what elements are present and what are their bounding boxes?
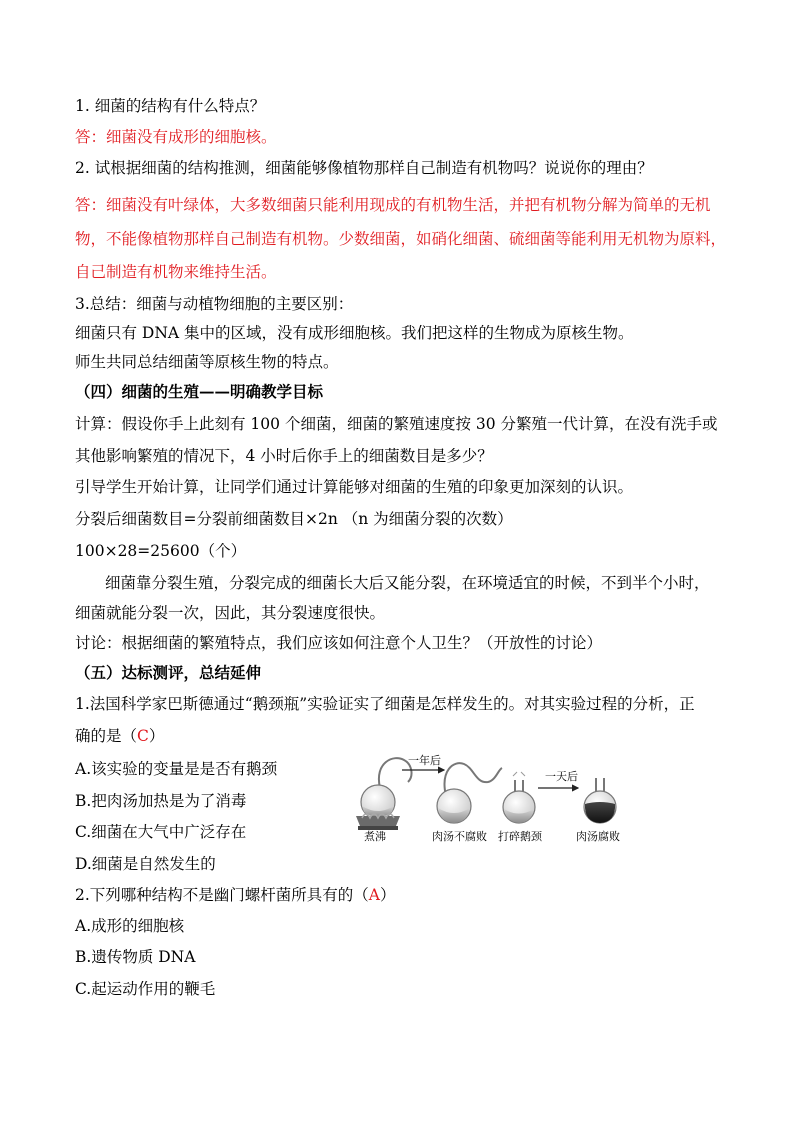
mc-option-1b: B.把肉汤加热是为了消毒 xyxy=(75,792,247,810)
section-heading-5: （五）达标测评，总结延伸 xyxy=(75,663,262,682)
mc-question-1-stem-end: 确的是（ xyxy=(75,727,138,745)
mc-option-2c: C.起运动作用的鞭毛 xyxy=(75,980,216,998)
flask-broken-neck-icon xyxy=(503,772,535,823)
mc-option-1d: D.细菌是自然发生的 xyxy=(75,855,216,873)
answer-1: 答：细菌没有成形的细胞核。 xyxy=(75,128,277,146)
flask-rotten-broth-icon xyxy=(584,778,616,823)
formula-text: 分裂后细菌数目=分裂前细菌数目×2n （n 为细菌分裂的次数） xyxy=(75,510,513,528)
calc-question-line-2: 其他影响繁殖的情况下，4 小时后你手上的细菌数目是多少？ xyxy=(75,447,493,465)
question-2: 2. 试根据细菌的结构推测，细菌能够像植物那样自己制造有机物吗？说说你的理由？ xyxy=(75,159,653,177)
summary-conclusion: 师生共同总结细菌等原核生物的特点。 xyxy=(75,353,339,371)
mc-option-1a: A.该实验的变量是是否有鹅颈 xyxy=(75,760,278,778)
reproduction-line-1: 细菌靠分裂生殖，分裂完成的细菌长大后又能分裂，在环境适宜的时候，不到半个小时， xyxy=(105,574,710,592)
flask-boiling-icon xyxy=(356,758,411,830)
caption-break-neck: 打碎鹅颈 xyxy=(498,830,542,842)
mc-option-2a: A.成形的细胞核 xyxy=(75,917,185,935)
arrow-one-day-label: 一天后 xyxy=(545,770,578,783)
flask-swan-neck-icon xyxy=(437,763,502,823)
mc-answer-1: C xyxy=(137,727,149,745)
mc-question-2 xyxy=(75,885,396,905)
summary-body: 细菌只有 DNA 集中的区域，没有成形细胞核。我们把这样的生物成为原核生物。 xyxy=(75,324,634,342)
guide-text: 引导学生开始计算，让同学们通过计算能够对细菌的生殖的印象更加深刻的认识。 xyxy=(75,478,634,496)
mc-option-2b: B.遗传物质 DNA xyxy=(75,948,196,966)
calc-question-line-1: 计算：假设你手上此刻有 100 个细菌，细菌的繁殖速度按 30 分繁殖一代计算，在没有洗手或 xyxy=(75,415,718,433)
calc-result: 100×28=25600（个） xyxy=(75,542,247,560)
caption-broth-not-spoiled: 肉汤不腐败 xyxy=(432,830,487,842)
mc-question-2-stem: 2.下列哪种结构不是幽门螺杆菌所具有的（ xyxy=(75,886,369,904)
mc-answer-2: A xyxy=(368,886,380,904)
mc-question-2-bracket: ） xyxy=(380,886,396,904)
answer-2-line-1: 答：细菌没有叶绿体，大多数细菌只能利用现成的有机物生活，并把有机物分解为简单的无机 xyxy=(75,196,711,214)
reproduction-line-2: 细菌就能分裂一次，因此，其分裂速度很快。 xyxy=(75,604,386,622)
arrow-one-day xyxy=(538,770,578,788)
caption-broth-spoiled: 肉汤腐败 xyxy=(576,830,620,842)
mc-question-1-bracket: ） xyxy=(148,727,165,745)
caption-boiling: 煮沸 xyxy=(364,830,386,842)
answer-2-line-2: 物，不能像植物那样自己制造有机物。少数细菌，如硝化细菌、硫细菌等能利用无机物为原料， xyxy=(75,230,727,248)
mc-question-1-line-2 xyxy=(75,726,164,746)
discussion-text: 讨论：根据细菌的繁殖特点，我们应该如何注意个人卫生？（开放性的讨论） xyxy=(75,634,603,652)
question-1: 1. 细菌的结构有什么特点？ xyxy=(75,97,266,115)
answer-2-line-3: 自己制造有机物来维持生活。 xyxy=(75,263,277,281)
summary-heading: 3.总结：细菌与动植物细胞的主要区别： xyxy=(75,295,354,313)
section-heading-4: （四）细菌的生殖——明确教学目标 xyxy=(75,382,324,401)
arrow-one-year-label: 一年后 xyxy=(408,754,441,767)
mc-question-1-line-1: 1.法国科学家巴斯德通过“鹅颈瓶”实验证实了细菌是怎样发生的。对其实验过程的分析，正 xyxy=(75,695,695,713)
mc-option-1c: C.细菌在大气中广泛存在 xyxy=(75,823,247,841)
arrow-one-year xyxy=(402,753,444,770)
swan-neck-flask-figure xyxy=(350,752,630,842)
